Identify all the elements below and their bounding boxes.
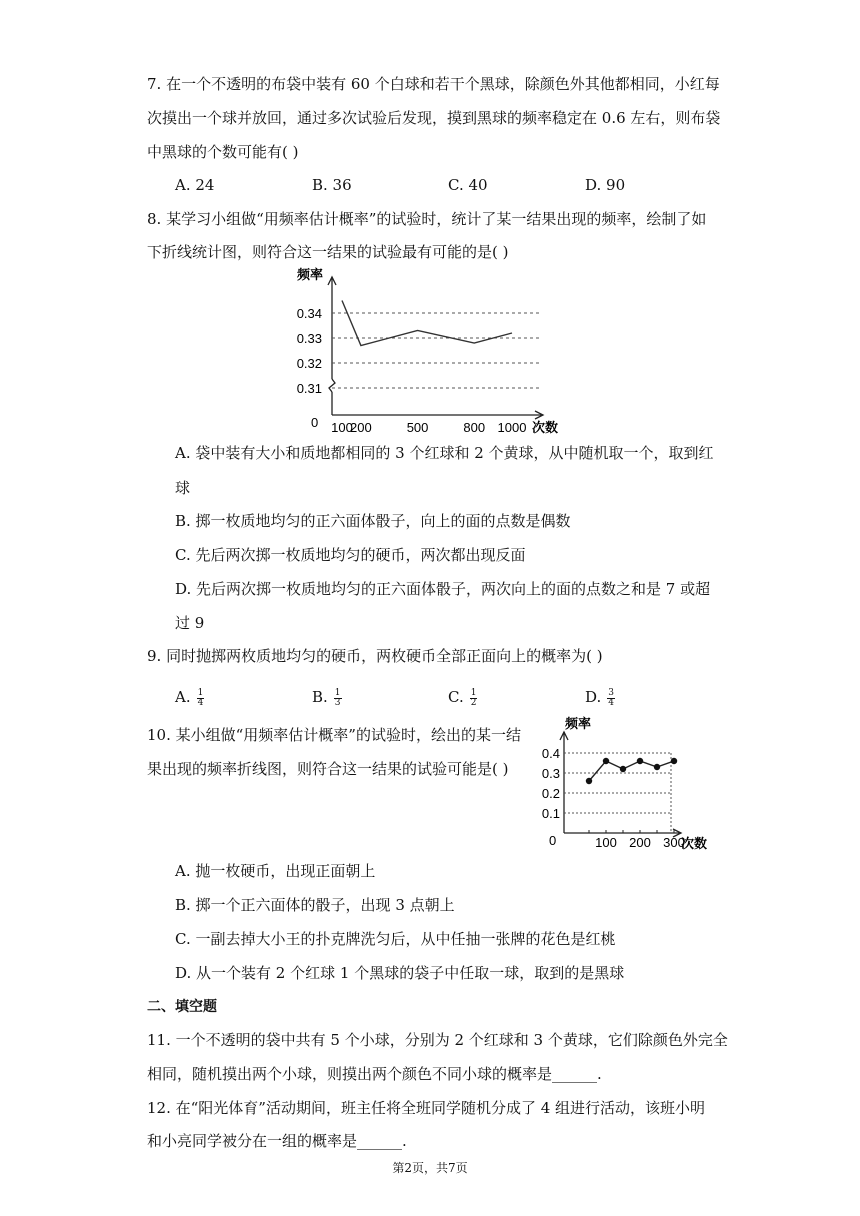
chart1-x-tick-label: 500: [406, 420, 429, 435]
q7-options: [175, 174, 735, 196]
chart1-y-tick-label: 0.31: [296, 381, 322, 396]
q7-stem-line3: 中黑球的个数可能有( ): [147, 143, 299, 161]
q9-option-a-label: A.: [175, 688, 191, 706]
numerator: 1: [470, 687, 477, 698]
chart2-origin-label: 0: [549, 833, 557, 848]
chart1-x-tick-label: 200: [350, 420, 372, 435]
chart1-x-tick-label: 100: [331, 420, 353, 435]
q10-stem-line2: 果出现的频率折线图，则符合这一结果的试验可能是( ): [147, 760, 509, 778]
chart2-x-axis-label: 次数: [681, 836, 708, 851]
chart2-y-tick-labels: [542, 746, 560, 821]
chart2-y-tick-label: 0.3: [541, 766, 560, 781]
q11-stem-line1: 11. 一个不透明的袋中共有 5 个小球，分别为 2 个红球和 3 个黄球，它们除颜色外完全: [147, 1031, 728, 1049]
fraction: [470, 689, 478, 708]
q10-option-d[interactable]: D. 从一个装有 2 个红球 1 个黑球的袋子中任取一球，取到的是黑球: [175, 964, 625, 982]
q9-option-c[interactable]: [448, 684, 477, 710]
q9-option-b[interactable]: [312, 684, 342, 710]
chart1-y-axis-label: 频率: [297, 267, 324, 282]
chart2-y-tick-label: 0.2: [541, 786, 560, 801]
fraction: [334, 689, 342, 708]
chart1-series-line: [342, 301, 512, 346]
q10-option-a[interactable]: A. 抛一枚硬币，出现正面朝上: [175, 862, 376, 880]
chart1-y-tick-label: 0.34: [296, 306, 322, 321]
q7-stem-line2: 次摸出一个球并放回，通过多次试验后发现，摸到黑球的频率稳定在 0.6 左右，则布袋: [147, 109, 721, 127]
chart2-x-tick-label: 100: [595, 835, 617, 850]
chart2-data-point: [671, 758, 677, 764]
q10-option-b[interactable]: B. 掷一个正六面体的骰子，出现 3 点朝上: [175, 896, 455, 914]
q8-option-a-line2: 球: [175, 479, 191, 497]
chart2-y-axis-label: 频率: [565, 716, 592, 731]
q9-options: [175, 684, 735, 710]
q8-stem-line1: 8. 某学习小组做“用频率估计概率”的试验时，统计了某一结果出现的频率，绘制了如: [147, 210, 707, 228]
denominator: 2: [470, 697, 477, 708]
denominator: 4: [608, 697, 614, 708]
q7-stem-line1: 7. 在一个不透明的布袋中装有 60 个白球和若干个黑球，除颜色外其他都相同，小红每: [147, 75, 720, 93]
q8-stem-line2: 下折线统计图，则符合这一结果的试验最有可能的是( ): [147, 243, 509, 261]
q7-option-a[interactable]: A. 24: [175, 176, 215, 194]
numerator: 1: [197, 687, 204, 698]
chart1-x-tick-label: 800: [463, 420, 486, 435]
chart1-x-axis-label: 次数: [532, 420, 559, 435]
q8-option-d-line1[interactable]: D. 先后两次掷一枚质地均匀的正六面体骰子，两次向上的面的点数之和是 7 或超: [175, 580, 711, 598]
chart2-axes: [560, 732, 681, 837]
q7-option-b[interactable]: B. 36: [312, 176, 352, 194]
chart2-x-tick-labels: [595, 835, 685, 850]
page-footer: 第2页，共7页: [392, 1161, 468, 1175]
q10-option-c[interactable]: C. 一副去掉大小王的扑克牌洗匀后，从中任抽一张牌的花色是红桃: [175, 930, 616, 948]
chart2-data-point: [586, 778, 592, 784]
q9-option-a[interactable]: [175, 684, 204, 710]
chart1-axis-break: [329, 379, 335, 392]
chart1-y-tick-label: 0.32: [296, 356, 322, 371]
chart1-axes: [328, 277, 543, 419]
q10-frequency-line-chart: [535, 712, 720, 857]
q9-stem: 9. 同时抛掷两枚质地均匀的硬币，两枚硬币全部正面向上的概率为( ): [147, 647, 603, 665]
fraction: [607, 689, 615, 708]
q11-stem-line2: 相同，随机摸出两个小球，则摸出两个颜色不同小球的概率是______.: [147, 1065, 602, 1083]
q9-option-b-label: B.: [312, 688, 328, 706]
q10-stem-line1: 10. 某小组做“用频率估计概率”的试验时，绘出的某一结: [147, 726, 521, 744]
q7-option-d[interactable]: D. 90: [585, 176, 626, 194]
denominator: 3: [334, 697, 341, 708]
chart2-data-point: [654, 764, 660, 770]
chart2-series: [586, 758, 677, 784]
chart1-y-tick-labels: [297, 306, 322, 396]
chart1-x-tick-label: 1000: [497, 420, 527, 435]
numerator: 1: [334, 687, 341, 698]
fraction: [197, 689, 205, 708]
chart1-y-tick-label: 0.33: [296, 331, 322, 346]
chart2-y-tick-label: 0.1: [541, 806, 560, 821]
q8-option-b[interactable]: B. 掷一枚质地均匀的正六面体骰子，向上的面的点数是偶数: [175, 512, 571, 530]
denominator: 4: [197, 697, 204, 708]
chart2-data-point: [620, 766, 626, 772]
chart2-y-tick-label: 0.4: [541, 746, 560, 761]
chart2-data-point: [603, 758, 609, 764]
chart1-series: [342, 301, 512, 346]
chart2-data-point: [637, 758, 643, 764]
q9-option-d[interactable]: [585, 684, 615, 710]
chart2-x-tick-label: 200: [629, 835, 651, 850]
chart1-origin-label: 0: [311, 415, 319, 430]
q9-option-c-label: C.: [448, 688, 464, 706]
q8-frequency-line-chart: [285, 265, 560, 440]
chart2-series-line: [589, 761, 674, 781]
q12-stem-line1: 12. 在“阳光体育”活动期间，班主任将全班同学随机分成了 4 组进行活动，该班小明: [147, 1099, 706, 1117]
q9-option-d-label: D.: [585, 688, 602, 706]
q8-option-c[interactable]: C. 先后两次掷一枚质地均匀的硬币，两次都出现反面: [175, 546, 526, 564]
chart1-x-tick-labels: [331, 420, 526, 435]
chart2-x-tick-label: 300: [663, 835, 685, 850]
q7-option-c[interactable]: C. 40: [448, 176, 488, 194]
q12-stem-line2: 和小亮同学被分在一组的概率是______.: [147, 1132, 407, 1150]
section-title: 二、填空题: [147, 999, 217, 1015]
chart1-reference-lines: [332, 313, 539, 388]
numerator: 3: [608, 687, 614, 698]
q8-option-d-line2: 过 9: [175, 614, 205, 632]
q8-option-a-line1[interactable]: A. 袋中装有大小和质地都相同的 3 个红球和 2 个黄球，从中随机取一个，取到红: [175, 444, 714, 462]
